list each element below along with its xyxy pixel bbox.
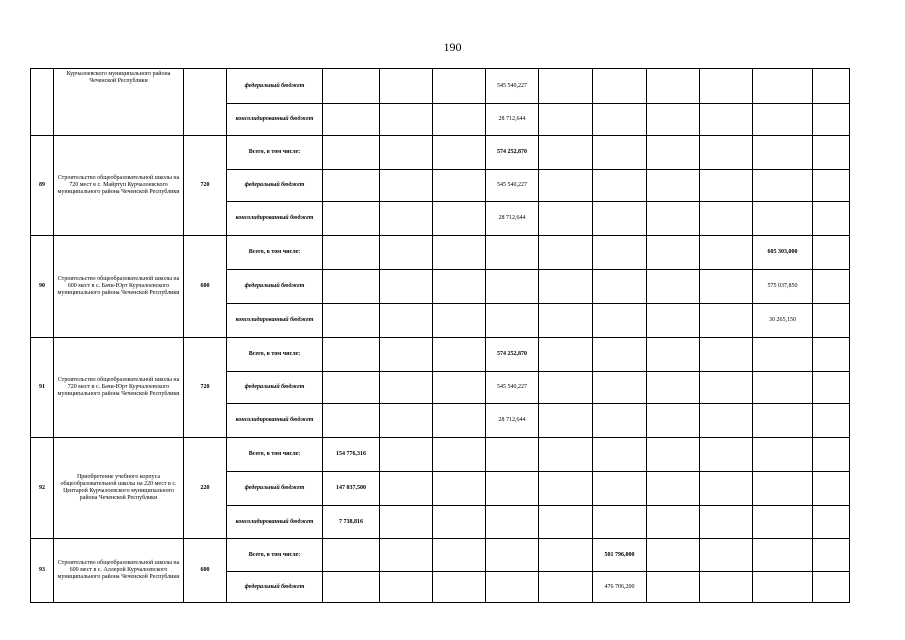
capacity: 600 — [184, 236, 227, 338]
amount-cell: 7 738,816 — [323, 506, 380, 539]
table-row — [31, 539, 850, 572]
amount-cell: 30 265,150 — [753, 304, 813, 338]
table-row — [31, 69, 850, 104]
funding-source: консолидированный бюджет — [227, 304, 323, 338]
amount-cell: 545 540,227 — [486, 372, 539, 404]
row-number: 89 — [31, 136, 54, 236]
object-description: Приобретение учебного корпуса общеобразовательной школы на 220 мест в с. Центарой Курчалоевского муниципального района Чеченской Республики — [54, 438, 184, 539]
amount-cell: 28 712,644 — [486, 202, 539, 236]
table-row — [31, 338, 850, 372]
funding-source: федеральный бюджет — [227, 69, 323, 104]
amount-cell: 28 712,644 — [486, 404, 539, 438]
capacity: 600 — [184, 539, 227, 603]
amount-cell: 545 540,227 — [486, 69, 539, 104]
amount-cell: 575 037,850 — [753, 270, 813, 304]
amount-cell: 476 706,200 — [593, 572, 647, 603]
amount-cell: 574 252,870 — [486, 136, 539, 170]
object-description: Строительство общеобразовательной школы на 600 мест в с. Аллерой Курчалоевского муниципального района Чеченской Республики — [54, 539, 184, 603]
funding-source: федеральный бюджет — [227, 170, 323, 202]
funding-source: федеральный бюджет — [227, 472, 323, 506]
funding-source: консолидированный бюджет — [227, 202, 323, 236]
funding-source: Всего, в том числе: — [227, 136, 323, 170]
row-number: 92 — [31, 438, 54, 539]
object-description: Строительство общеобразовательной школы на 600 мест в с. Бачи-Юрт Курчалоевского муниципального района Чеченской Республики — [54, 236, 184, 338]
funding-source: федеральный бюджет — [227, 372, 323, 404]
funding-source: Всего, в том числе: — [227, 338, 323, 372]
table-row — [31, 236, 850, 270]
funding-source: Всего, в том числе: — [227, 539, 323, 572]
row-number: 90 — [31, 236, 54, 338]
row-number: 93 — [31, 539, 54, 603]
capacity: 720 — [184, 136, 227, 236]
amount-cell: 545 540,227 — [486, 170, 539, 202]
budget-table — [30, 68, 850, 603]
funding-source: консолидированный бюджет — [227, 104, 323, 136]
amount-cell: 605 303,000 — [753, 236, 813, 270]
amount-cell: 501 796,000 — [593, 539, 647, 572]
funding-source: федеральный бюджет — [227, 270, 323, 304]
amount-cell: 154 776,316 — [323, 438, 380, 472]
table-row — [31, 136, 850, 170]
object-description: Курчалоевского муниципального района Чеченской Республики — [54, 69, 184, 136]
funding-source: консолидированный бюджет — [227, 506, 323, 539]
row-number: 91 — [31, 338, 54, 438]
table-row — [31, 438, 850, 472]
funding-source: Всего, в том числе: — [227, 236, 323, 270]
capacity: 220 — [184, 438, 227, 539]
funding-source: Всего, в том числе: — [227, 438, 323, 472]
amount-cell: 147 037,500 — [323, 472, 380, 506]
object-description: Строительство общеобразовательной школы на 720 мест в с. Майртуп Курчалоевского муниципального района Чеченской Республики — [54, 136, 184, 236]
page-number: 190 — [443, 40, 462, 54]
capacity: 720 — [184, 338, 227, 438]
funding-source: консолидированный бюджет — [227, 404, 323, 438]
amount-cell: 574 252,870 — [486, 338, 539, 372]
amount-cell: 28 712,644 — [486, 104, 539, 136]
object-description: Строительство общеобразовательной школы на 720 мест в с. Бачи-Юрт Курчалоевского муниципального района Чеченской Республики — [54, 338, 184, 438]
funding-source: федеральный бюджет — [227, 572, 323, 603]
